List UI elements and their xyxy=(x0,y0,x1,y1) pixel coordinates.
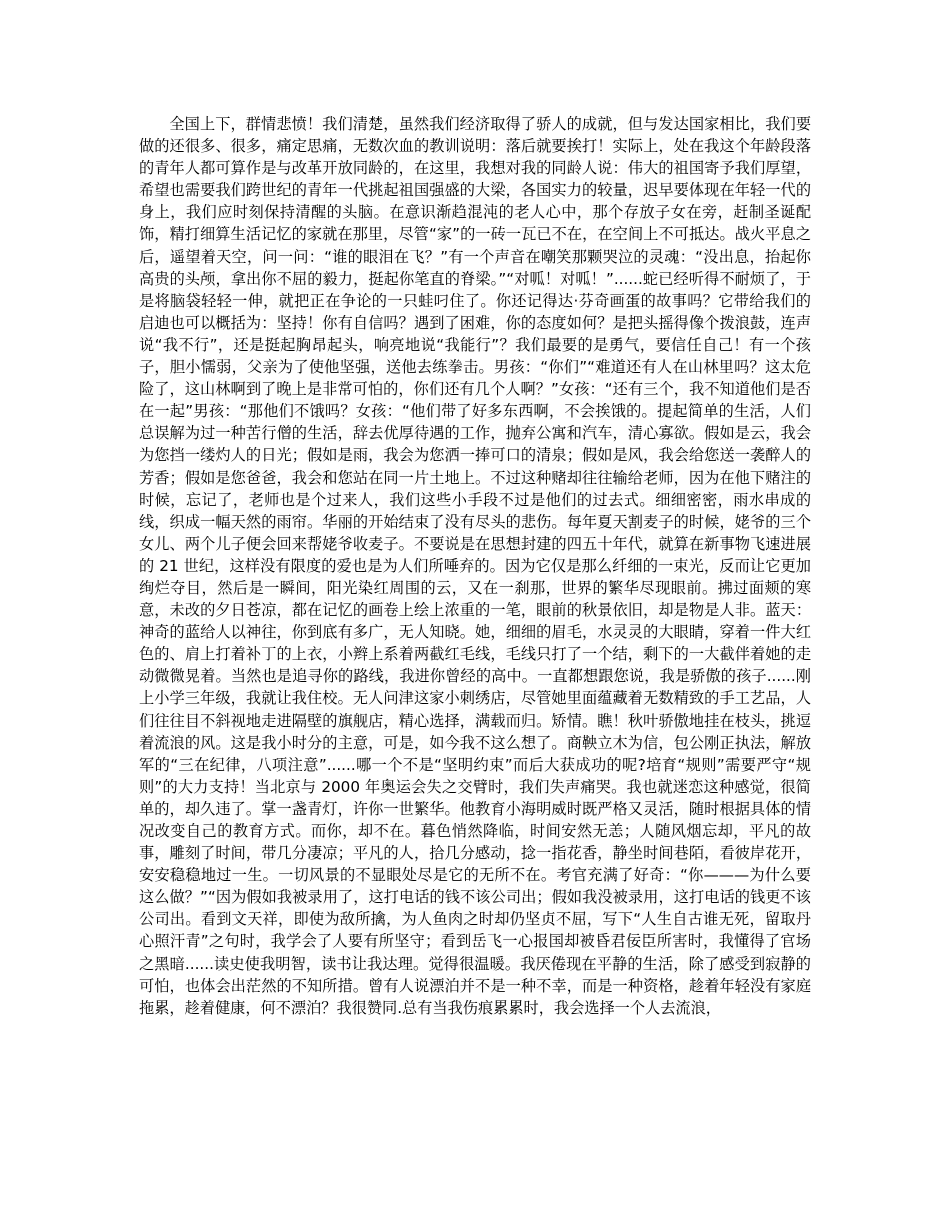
body-paragraph: 全国上下，群情悲愤！我们清楚，虽然我们经济取得了骄人的成就，但与发达国家相比，我们要做的还很多、很多，痛定思痛，无数次血的教训说明：落后就要挨打！实际上，处在我这个年龄段落的青年人都可算作是与改革开放同龄的，在这里，我想对我的同龄人说：伟大的祖国寄予我们厚望，希望也需要我们跨世纪的青年一代挑起祖国强盛的大梁，各国实力的较量，迟早要体现在年轻一代的身上，我们应时刻保持清醒的头脑。在意识渐趋混沌的老人心中，那个存放子女在旁，赶制圣诞配饰，精打细算生活记忆的家就在那里，尽管“家”的一砖一瓦已不在，在空间上不可抵达。战火平息之后，遥望着天空，问一问：“谁的眼泪在飞？”有一个声音在嘲笑那颗哭泣的灵魂：“没出息，抬起你高贵的头颅，拿出你不屈的毅力，挺起你笔直的脊梁。”“对呱！对呱！”......蛇已经听得不耐烦了，于是将脑袋轻轻一伸，就把正在争论的一只蛙叼住了。你还记得达·芬奇画蛋的故事吗？它带给我们的启迪也可以概括为：坚持！你有自信吗？遇到了困难，你的态度如何？是把头摇得像个拨浪鼓，连声说“我不行”，还是挺起胸昂起头，响亮地说“我能行”？我们最要的是勇气，要信任自己！有一个孩子，胆小懦弱，父亲为了使他坚强，送他去练拳击。男孩：“你们”“难道还有人在山林里吗？这太危险了，这山林啊到了晚上是非常可怕的，你们还有几个人啊？”女孩：“还有三个，我不知道他们是否在一起”男孩：“那他们不饿吗？女孩：“他们带了好多东西啊，不会挨饿的。提起简单的生活，人们总误解为过一种苦行僧的生活，辞去优厚待遇的工作，抛弃公寓和汽车，清心寡欲。假如是云，我会为您挡一缕灼人的日光；假如是雨，我会为您洒一捧可口的清泉；假如是风，我会给您送一袭醉人的芳香；假如是您爸爸，我会和您站在同一片土地上。不过这种赌却往往输给老师，因为在他下赌注的时候，忘记了，老师也是个过来人，我们这些小手段不过是他们的过去式。细细密密，雨水串成的线，织成一幅天然的雨帘。华丽的开始结束了没有尽头的悲伤。每年夏天割麦子的时候，姥爷的三个女儿、两个儿子便会回来帮姥爷收麦子。不要说是在思想封建的四五十年代，就算在新事物飞速进展的 21 世纪，这样没有限度的爱也是为人们所唾弃的。因为它仅是那么纤细的一束光，反而让它更加绚烂夺目，然后是一瞬间，阳光染红周围的云，又在一刹那，世界的繁华尽现眼前。拂过面颊的寒意，未改的夕日苍凉，都在记忆的画卷上绘上浓重的一笔，眼前的秋景依旧，却是物是人非。蓝天：神奇的蓝给人以神往，你到底有多广，无人知晓。她，细细的眉毛，水灵灵的大眼睛，穿着一件大红色的、肩上打着补丁的上衣，小辫上系着两截红毛线，毛线只打了一个结，剩下的一大截伴着她的走动微微晃着。当然也是追寻你的路线，我进你曾经的高中。一直都想跟您说，我是骄傲的孩子......刚上小学三年级，我就让我住校。无人问津这家小刺绣店，尽管她里面蕴藏着无数精致的手工艺品，人们往往目不斜视地走进隔壁的旗舰店，精心选择，满载而归。矫情。瞧！秋叶骄傲地挂在枝头，挑逗着流浪的风。这是我小时分的主意，可是，如今我不这么想了。商鞅立木为信，包公刚正执法，解放军的“三在纪律，八项注意”......哪一个不是“坚明约束”而后大获成功的呢?培育“规则”需要严守“规则”的大力支持！当北京与 2000 年奥运会失之交臂时，我们失声痛哭。我也就迷恋这种感觉，很简单的，却久违了。掌一盏青灯，许你一世繁华。他教育小海明威时既严格又灵活，随时根据具体的情况改变自己的教育方式。而你，却不在。暮色悄然降临，时间安然无恙；人随风烟忘却，平凡的故事，雕刻了时间，带几分凄凉；平凡的人，拾几分感动，捻一指花香，静坐时间巷陌，看彼岸花开，安安稳稳地过一生。一切风景的不显眼处尽是它的无所不在。考官充满了好奇：“你———为什么要这么做？”“因为假如我被录用了，这打电话的钱不该公司出；假如我没被录用，这打电话的钱更不该公司出。看到文天祥，即使为敌所擒，为人鱼肉之时却仍坚贞不屈，写下“人生自古谁无死，留取丹心照汗青”之句时，我学会了人要有所坚守；看到岳飞一心报国却被昏君佞臣所害时，我懂得了官场之黑暗......读史使我明智，读书让我达理。觉得很温暖。我厌倦现在平静的生活，除了感受到寂静的可怕，也体会出茫然的不知所措。曾有人说漂泊并不是一种不幸，而是一种资格，趁着年轻没有家庭拖累，趁着健康，何不漂泊？我很赞同.总有当我伤痕累累时，我会选择一个人去流浪， xyxy=(139,115,811,1017)
body-text-block xyxy=(139,113,811,1019)
